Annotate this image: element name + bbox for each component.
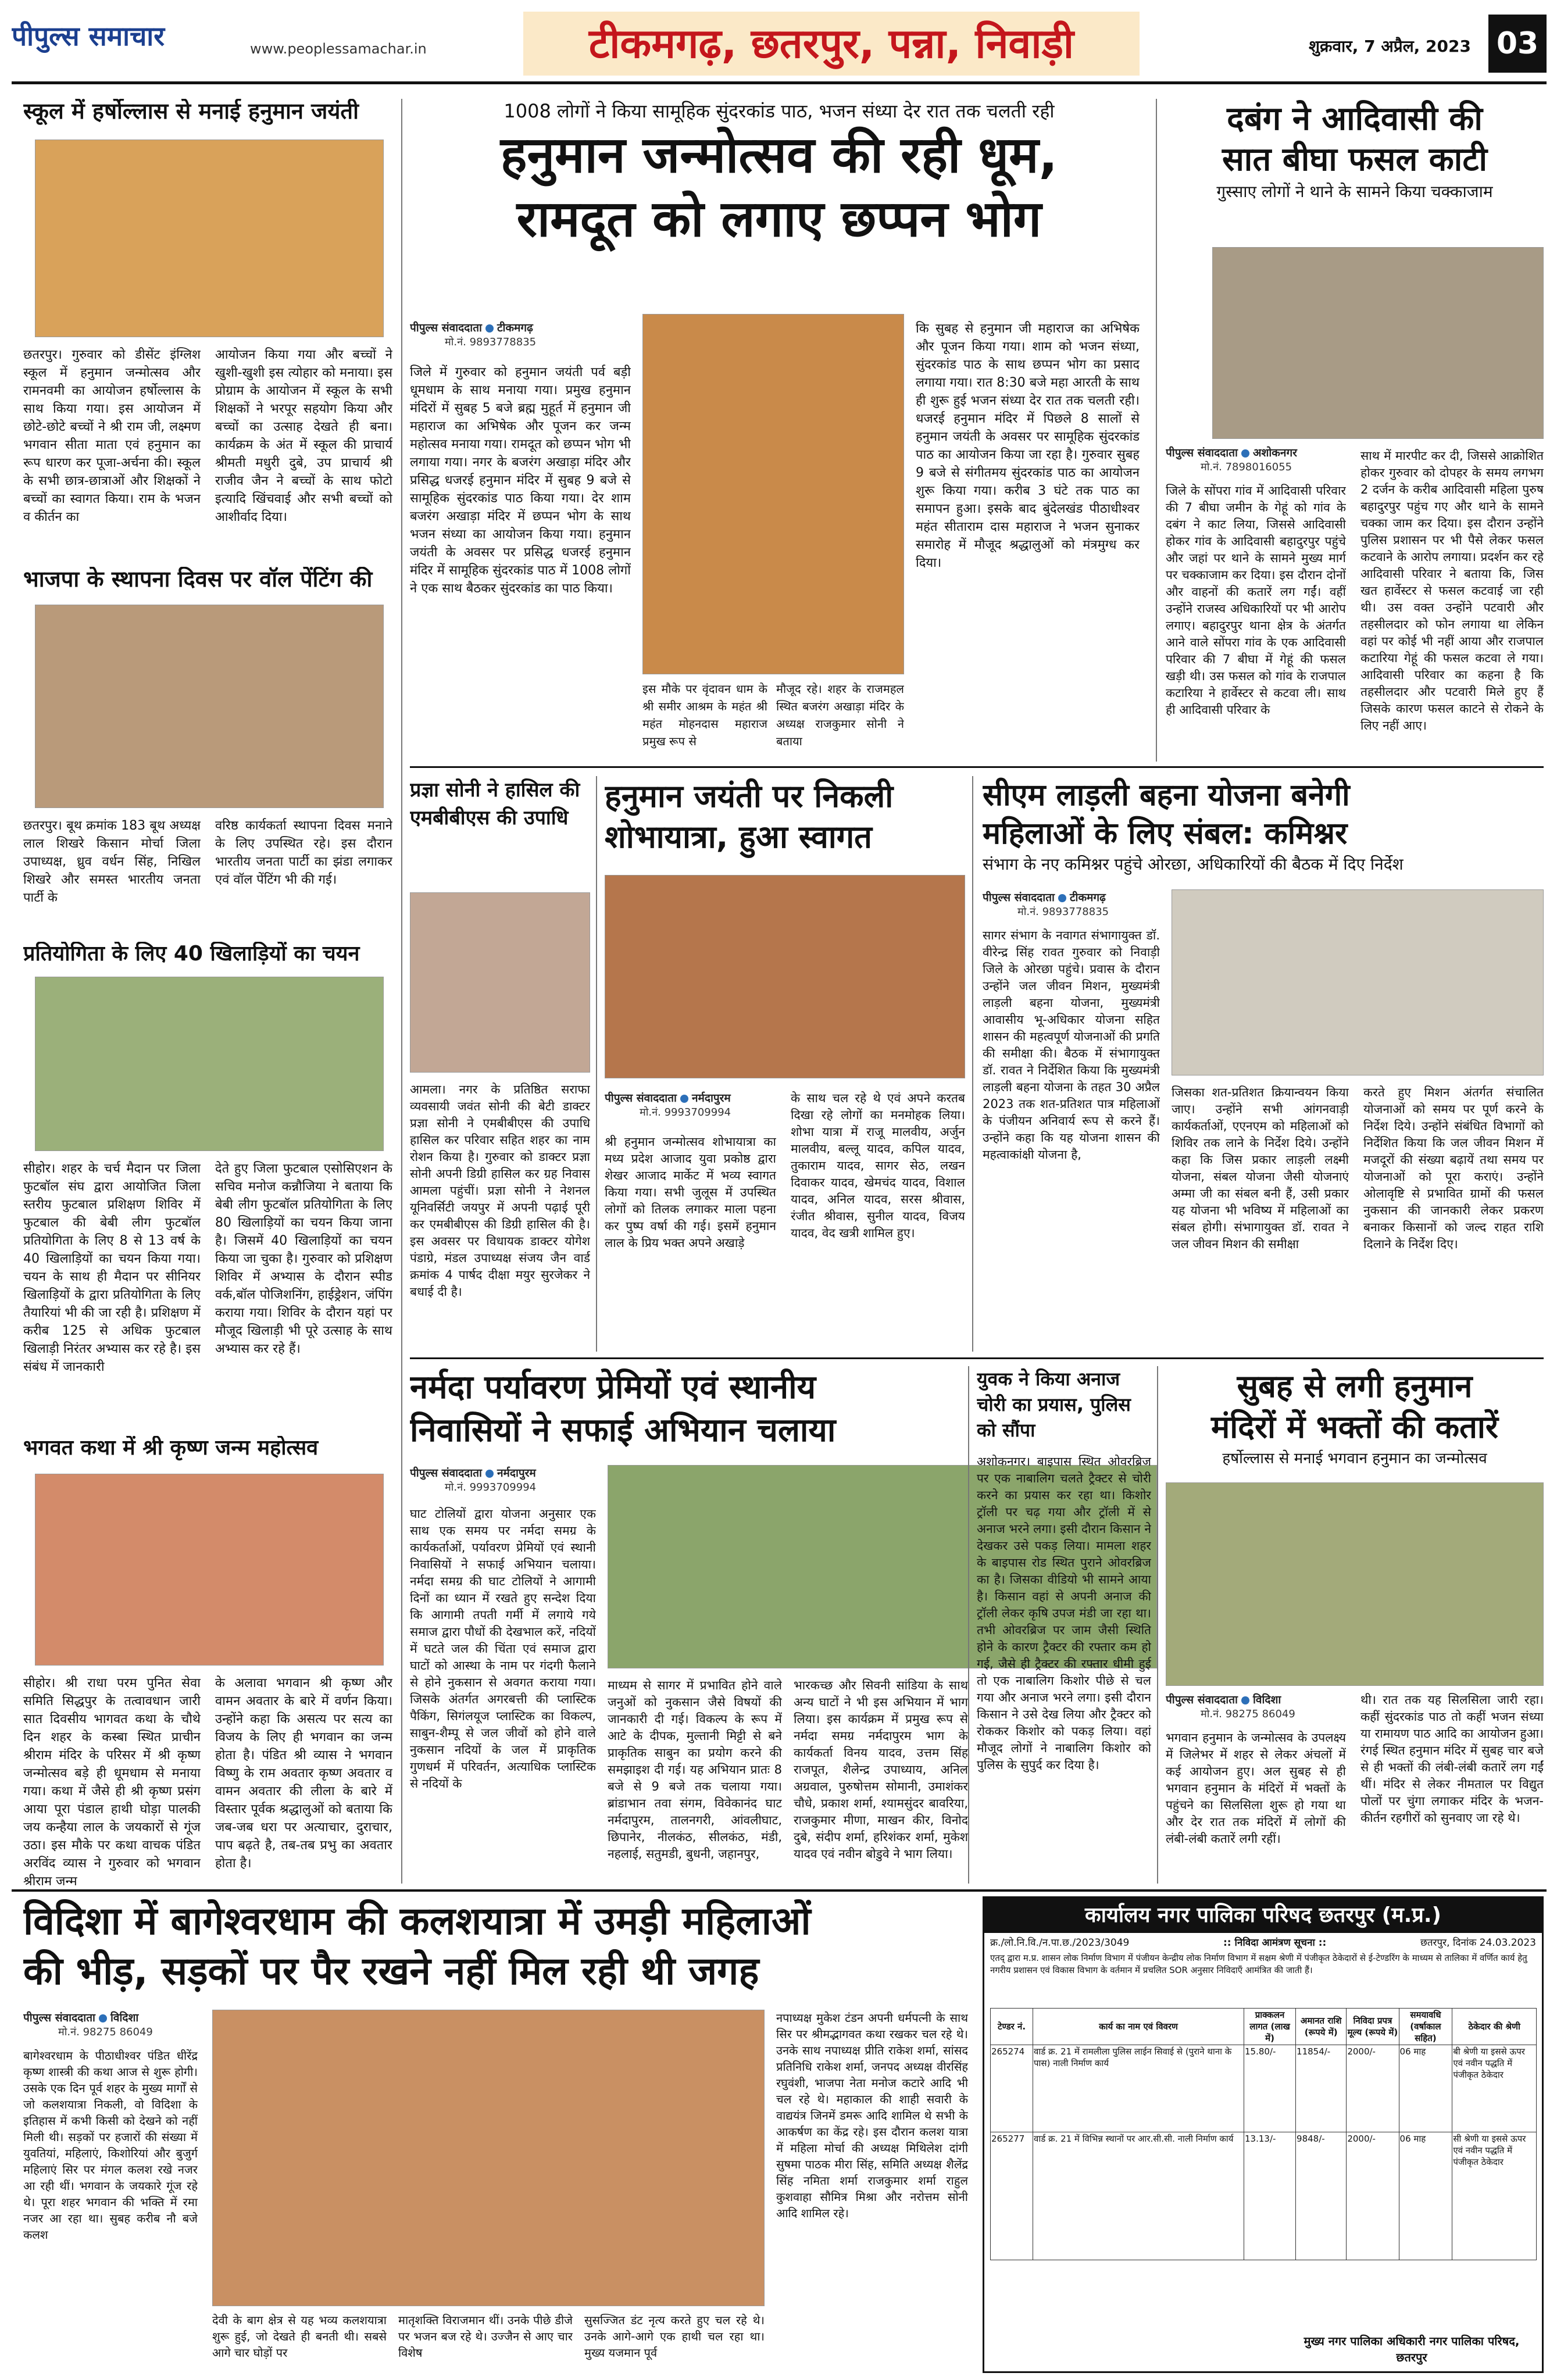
masthead-rule (12, 81, 1547, 84)
cm-byline-place: टीकमगढ़ (1069, 891, 1106, 904)
lead-mobile: मो.नं. 9893778835 (445, 336, 537, 348)
temples-byline-place: विदिशा (1252, 1693, 1281, 1706)
story-school (23, 99, 395, 558)
story-sports-col1: सीहोर। शहर के चर्च मैदान पर जिला फुटबॉल संघ द्वारा आयोजित जिला स्तरीय फुटबाल प्रशिक्षण शिविर में फुटबाल की बेबी लीग फुटबॉल प्रतियोगिता के लिए 8 से 13 वर्ष के 40 खिलाड़ियों का चयन किया गया। चयन के साथ ही मैदान पर सीनियर खिलाड़ियों के द्वारा प्रतियोगिता के लिए तैयारियां भी की जा रही है। प्रशिक्षण में करीब 125 से अधिक फुटबाल खिलाड़ी निरंतर अभ्यास कर रहे है। इस संबंध में जानकारी (23, 1162, 201, 1374)
dabang-sub: गुस्साए लोगों ने थाने के सामने किया चक्काजाम (1216, 182, 1493, 201)
lead-col2b: मौजूद रहे। शहर के राजमहल स्थित बजरंग अखाड़ा मंदिर के अध्यक्ष राजकुमार सोनी ने बताया (776, 682, 904, 748)
story-school-col2: आयोजन किया गया और बच्चों ने खुशी-खुशी इस त्योहार को मनाया। इस प्रोग्राम के आयोजन में स्कूल के सभी शिक्षकों ने भरपूर सहयोग किया और बच्चों का उत्साह देखते ही बना। कार्यक्रम के अंत में स्कूल की प्राचार्य श्रीमती मधुरी दुबे, उप प्राचार्य श्री राजीव जैन ने बच्चों के साथ फोटो इत्यादि खिंचवाई और सभी बच्चों को आशीर्वाद दिया। (215, 348, 392, 524)
logo (12, 17, 244, 64)
narmada-headline-1: नर्मदा पर्यावरण प्रेमियों एवं स्थानीय (410, 1368, 816, 1406)
temples-mobile: मो.नं. 98275 86049 (1201, 1708, 1295, 1720)
pragya-rule (596, 776, 597, 1352)
story-bjp-col2: वरिष्ठ कार्यकर्ता स्थापना दिवस मनाने के लिए उपस्थित रहे। इस दौरान भारतीय जनता पार्टी का झंडा लगाकर एवं वॉल पेंटिंग भी की गई। (215, 819, 392, 887)
cm-sub: संभाग के नए कमिश्नर पहुंचे ओरछा, अधिकारियों की बैठक में दिए निर्देश (983, 855, 1404, 874)
tender-table (990, 2008, 1537, 2260)
tender-ref: क्र./लो.नि.वि./न.पा.छ./2023/3049 (990, 1937, 1130, 1949)
tender-header-cell: समयावधि (वर्षाकाल सहित) (1399, 2009, 1452, 2045)
story-katha (23, 1436, 395, 1889)
tender-notice-label: :: निविदा आमंत्रण सूचना :: (1223, 1937, 1327, 1949)
tender-cell: वार्ड क्र. 21 में रामलीला पुलिस लाईन सिवाई से (पुराने थाना के पास) नाली निर्माण कार्य (1033, 2045, 1244, 2132)
narmada-headline-2: निवासियों ने सफाई अभियान चलाया (410, 1411, 836, 1449)
story-vidisha (23, 1896, 971, 2373)
row4-rule (12, 1889, 1547, 1892)
lead-byline (410, 320, 631, 360)
byline-dot-icon (485, 1470, 494, 1478)
lead-col3: कि सुबह से हनुमान जी महाराज का अभिषेक और पूजन किया गया। शाम को भजन संध्या, सुंदरकांड पाठ के साथ छप्पन भोग का प्रसाद लगाया गया। रात 8:30 बजे महा आरती के साथ ही शुरू हुई भजन संध्या देर रात तक चलती रही। धजरई हनुमान मंदिर में पिछले 8 सालों से हनुमान जयंती के अवसर पर सामूहिक सुंदरकांड पाठ का आयोजन किया जा रहा है। गुरुवार सुबह 9 बजे से संगीतमय सुंदरकांड पाठ का आयोजन शुरू किया गया। करीब 3 घंटे तक पाठ का समापन हुआ। इसके बाद बुंदेलखंड पीठाधीश्वर महंत सीताराम दास महाराज ने भजन सुनाकर समारोह में मौजूद श्रद्धालुओं को मंत्रमुग्ध कर दिया। (916, 321, 1140, 570)
tender-cell: 15.80/- (1244, 2045, 1296, 2132)
narmada-byline-label: पीपुल्स संवाददाता (410, 1467, 482, 1480)
tender-cell: 06 माह (1399, 2045, 1452, 2132)
vidisha-byline (23, 2010, 209, 2045)
cm-byline (983, 889, 1169, 924)
pragya-headline: प्रज्ञा सोनी ने हासिल की एमबीबीएस की उपाधि (410, 778, 580, 830)
vidisha-col-mid: मातृशक्ति विराजमान थीं। उनके पीछे डीजे पर भजन बज रहे थे। उज्जैन से आए चार विशेष (398, 2313, 573, 2360)
left-column-rule (401, 99, 402, 1884)
story-katha-col1: सीहोर। श्री राधा परम पुनित सेवा समिति सिद्धपुर के तत्वावधान जारी सात दिवसीय भागवत कथा के चौथे दिन शहर के कस्बा स्थित प्राचीन श्रीराम मंदिर के परिसर में श्री कृष्ण जन्मोत्सव बड़े ही धूमधाम से मनाया गया। कथा में जैसे ही श्री कृष्ण प्रसंग आया पूरा पंडाल हाथी घोड़ा पालकी जय कन्हैया लाल के जयकारों से गूंज उठा। इस मौके पर कथा वाचक पंडित अरविंद व्यास ने गुरुवार को भगवान श्रीराम जन्म (23, 1676, 201, 1889)
story-katha-col2: के अलावा भगवान श्री कृष्ण और वामन अवतार के बारे में वर्णन किया। उन्होंने कहा कि असत्य पर सत्य का विजय के लिए ही भगवान का जन्म होता है। पंडित श्री व्यास ने भगवान विष्णु के राम अवतार कृष्ण अवतार व वामन अवतार की लीला के बारे में विस्तार पूर्वक श्रद्धालुओं को बताया कि जब-जब धरा पर अत्याचार, दुराचार, पाप बढ़ते है, तब-तब प्रभु का अवतार होता है। (215, 1676, 392, 1871)
shobha-byline-place: नर्मदापुरम (691, 1092, 731, 1105)
dabang-col1: जिले के सोंपरा गांव में आदिवासी परिवार की 7 बीघा जमीन के गेहूं को गांव के दबंग ने काट लिया, जिससे आदिवासी होकर गांव के आदिवासी बहादुरपुर पहुंचे और जहां पर थाने के सामने मुख्य मार्ग पर चक्काजाम कर दिया। इस दौरान दोनों और वाहनों की कतारें लग गईं। वहीं उन्होंने राजस्व अधिकारियों पर भी आरोप लगाए। बहादुरपुर थाना क्षेत्र के अंतर्गत आने वाले सोंपरा गांव के एक आदिवासी परिवार की 7 बीघा में गेहूं की फसल खड़ी थी। उस फसल को गांव के राजपाल कटारिया ने हार्वेस्टर से कटवा ली। साथ ही आदिवासी परिवार के (1166, 484, 1346, 717)
tender-cell: 2000/- (1347, 2045, 1399, 2132)
narmada-col3: भारकच्छ और सिवनी सांडिया के साथ अन्य घाटों ने भी इस अभियान में भाग लिया। इस कार्यक्रम में प्रमुख रूप से नर्मदा समग्र नर्मदापुरम भाग के कार्यकर्ता विनय यादव, उत्तम सिंह राजपूत, शैलेन्द्र उपाध्याय, अनिल अग्रवाल, पुरुषोत्तम सोमानी, उमाशंकर चौधे, प्रकाश शर्मा, श्यामसुंदर बावरिया, राजकुमार मीणा, माखन कीर, विनोद दुबे, संदीप शर्मा, हरिशंकर शर्मा, मुकेश यादव एवं नवीन बोडुवे ने भाग लिया। (794, 1678, 968, 1861)
tender-cell: 265277 (991, 2132, 1033, 2260)
cm-col1: सागर संभाग के नवागत संभागायुक्त डॉ. वीरेन्द्र सिंह रावत गुरुवार को निवाड़ी जिले के ओरछा पहुंचे। प्रवास के दौरान उन्होंने जल जीवन मिशन, मुख्यमंत्री लाड़ली बहना योजना, मुख्यमंत्री आवासीय भू-अधिकार योजना सहित शासन की महत्वपूर्ण योजनाओं की प्रगति की समीक्षा की। बैठक में संभागायुक्त डॉ. रावत ने निर्देशित किया कि मुख्यमंत्री लाड़ली बहना योजना के तहत 30 अप्रैल 2023 तक शत-प्रतिशत पात्र महिलाओं के पंजीयन अनिवार्य रूप से करने हैं। उन्होंने कहा कि यह योजना शासन की महत्वाकांक्षी योजना है, (983, 928, 1160, 1162)
lead-byline-label: पीपुल्स संवाददाता (410, 321, 482, 334)
cm-headline-2: महिलाओं के लिए संबल: कमिश्नर (983, 816, 1348, 851)
pragya-photo (410, 892, 590, 1073)
vidisha-headline-2: की भीड़, सड़कों पर पैर रखने नहीं मिल रही थी जगह (23, 1949, 759, 1993)
page-number: 03 (1488, 15, 1547, 73)
byline-dot-icon (485, 324, 494, 333)
cm-col2: जिसका शत-प्रतिशत क्रियान्वयन किया जाए। उन्होंने सभी आंगनवाड़ी कार्यकर्ताओं, एएनएम को महिलाओं को शिविर तक लाने के निर्देश दिये। उन्होंने कहा कि जिस प्रकार लाड़ली लक्ष्मी योजना, संबल योजना जैसी योजनाएं अम्मा जी का संबल बनी हैं, उसी प्रकार यह योजना भी भविष्य में महिलाओं का संबल होगी। संभागायुक्त डॉ. रावत ने जल जीवन मिशन की समीक्षा (1172, 1085, 1349, 1251)
lead-caption: इस मौके पर वृंदावन धाम के श्री समीर आश्रम के महंत श्री महंत मोहनदास महाराज प्रमुख रूप से (642, 682, 767, 748)
vidisha-col-mid2: सुसज्जित डंट नृत्य करते हुए चल रहे थे। उनके आगे-आगे एक हाथी चल रहा था। मुख्य यजमान पूर्व (584, 2313, 765, 2360)
pragya-text: आमला। नगर के प्रतिष्ठित सराफा व्यवसायी जवंत सोनी की बेटी डाक्टर प्रज्ञा सोनी ने एमबीबीएस की उपाधि हासिल कर परिवार सहित शहर का नाम रोशन किया है। गुरुवार को डाक्टर प्रज्ञा सोनी अपनी डिग्री हासिल कर ग्रह निवास आमला पहुंचीं। प्रज्ञा सोनी ने नेशनल यूनिवर्सिटी जयपुर में अपनी पढ़ाई पूरी कर एमबीबीएस की डिग्री हासिल की है। इस अवसर पर विधायक डाक्टर योगेश पंडाग्रे, मंडल उपाध्यक्ष संजय जैन वार्ड क्रमांक 4 पार्षद दीक्षा मयुर सुरजेकर ने बधाई दी है। (410, 1082, 590, 1299)
dabang-photo (1212, 247, 1544, 439)
cm-mobile: मो.नं. 9893778835 (1017, 906, 1109, 918)
cm-headline-1: सीएम लाड़ली बहना योजना बनेगी (983, 778, 1350, 813)
shobha-col1: श्री हनुमान जन्मोत्सव शोभायात्रा का मध्य प्रदेश आजाद युवा प्रकोष्ठ द्वारा शेखर आजाद मार्केट में भव्य स्वागत किया गया। सभी जुलूस में उपस्थित लोगों को तिलक लगाकर माला पहना कर पुष्प वर्षा की गई। इसमें हनुमान लाल के प्रिय भक्त अपने अखाड़े (605, 1135, 776, 1250)
tender-cell: 265274 (991, 2045, 1033, 2132)
tender-date: छतरपुर, दिनांक 24.03.2023 (1420, 1937, 1536, 1949)
row3-rule (410, 1357, 1544, 1359)
story-bjp-photo (35, 605, 384, 808)
story-bjp-headline: भाजपा के स्थापना दिवस पर वॉल पेंटिंग की (23, 567, 373, 592)
dabang-col2: साथ में मारपीट कर दी, जिससे आक्रोशित होकर गुरुवार को दोपहर के समय लगभग 2 दर्जन के करीब आदिवासी महिला पुरुष बहादुरपुर पहुंच गए और थाने के सामने चक्का जाम कर दिया। इस दौरान उन्होंने पुलिस प्रशासन पर भी पैसे लेकर फसल कटवाने के आरोप लगाया। प्रदर्शन कर रहे आदिवासी परिवार ने बताया कि, जिस खत हार्वेस्टर से फसल कटवाई जा रही थी। उस वक्त उन्होंने पटवारी और तहसीलदार को फोन लगाया था लेकिन वहां पर कोई भी नहीं आया और राजपाल कटारिया गेहूं की फसल कटवा ले गया। आदिवासी परिवार का कहना है कि तहसीलदार और पटवारी मिले हुए हैं जिसके कारण फसल काटने से रोकने के लिए नहीं आए। (1360, 449, 1544, 732)
tender-cell: 06 माह (1399, 2132, 1452, 2260)
cm-col3: करते हुए मिशन अंतर्गत संचालित योजनाओं को समय पर पूर्ण करने के निर्देश दिये। उन्होंने संबंधित विभागों को निर्देशित किया कि जल जीवन मिशन में मजदूरों की संख्या बढ़ायें तथा समय पर योजनाओं को पूरा कराएं। उन्होंने ओलावृष्टि से प्रभावित ग्रामों की फसल नुकसान की जानकारी लेकर प्रकरण बनाकर किसानों को जल्द राहत राशि दिलाने के निर्देश दिए। (1363, 1085, 1544, 1251)
theft-headline: युवक ने किया अनाज चोरी का प्रयास, पुलिस को सौंपा (977, 1368, 1131, 1441)
tender-footer: मुख्य नगर पालिका अधिकारी नगर पालिका परिषद, छतरपुर (1304, 2334, 1520, 2364)
edition-title: टीकमगढ़, छतरपुर, पन्ना, निवाड़ी (588, 20, 1074, 67)
tender-title: कार्यालय नगर पालिका परिषद छतरपुर (म.प्र.) (984, 1898, 1542, 1933)
byline-dot-icon (99, 2014, 107, 2022)
dabang-byline-label: पीपुल्स संवाददाता (1166, 446, 1238, 459)
byline-dot-icon (680, 1095, 688, 1103)
tender-notice (983, 1896, 1544, 2373)
story-sports-headline: प्रतियोगिता के लिए 40 खिलाड़ियों का चयन (23, 942, 360, 966)
dabang-headline-2: सात बीघा फसल काटी (1222, 141, 1488, 178)
vidisha-byline-place: विदिशा (110, 2011, 139, 2024)
vidisha-byline-label: पीपुल्स संवाददाता (23, 2011, 95, 2024)
tender-cell: 2000/- (1347, 2132, 1399, 2260)
lead-headline-1: हनुमान जन्मोत्सव की रही धूम, (500, 126, 1058, 184)
tender-table-header (991, 2009, 1537, 2045)
temples-col2: थी। रात तक यह सिलसिला जारी रहा। कहीं सुंदरकांड पाठ तो कहीं भजन संध्या या रामायण पाठ आदि का आयोजन हुआ। रंगई स्थित हनुमान मंदिर में सुबह चार बजे से ही भक्तों की लंबी-लंबी कतारें लग गईं थीं। मंदिर से लेकर नीमताल पर विद्युत पोलों पर चुंगा लगाकर मंदिर के भजन-कीर्तन रहगीरों को सुनवाए जा रहे थे। (1360, 1693, 1544, 1825)
logo-text: पीपुल्स समाचार (12, 20, 165, 52)
tender-cell: 9848/- (1296, 2132, 1347, 2260)
byline-dot-icon (1241, 1696, 1249, 1704)
vidisha-col1: बागेश्वरधाम के पीठाधीश्वर पंडित धीरेंद्र कृष्ण शास्त्री की कथा आज से शुरू होगी। उसके एक दिन पूर्व शहर के मुख्य मार्गों से जो कलशयात्रा निकली, वो विदिशा के इतिहास में कभी किसी को देखने को नहीं मिली थी। सड़कों पर हजारों की संख्या में युवतियां, महिलाएं, किशोरियां और बुजुर्ग महिलाएं सिर पर मंगल कलश रखे नजर आ रही थीं। भगवान के जयकारे गूंज रहे थे। पूरा शहर भगवान की भक्ति में रमा नजर आ रहा था। सुबह करीब नौ बजे कलश (23, 2049, 198, 2242)
vidisha-col4: नपाध्यक्ष मुकेश टंडन अपनी धर्मपत्नी के साथ सिर पर श्रीमद्भागवत कथा रखकर चल रहे थे। उनके साथ नपाध्यक्ष प्रीति राकेश शर्मा, सांसद प्रतिनिधि राकेश शर्मा, जनपद अध्यक्ष वीरसिंह रघुवंशी, भाजपा नेता मनोज कटारे आदि भी चल रहे थे। महाकाल की शाही सवारी के वाद्ययंत्र जिनमें डमरू आदि शामिल थे सभी के आकर्षण का केंद्र रहे। इस दौरान कलश यात्रा में महिला मोर्चा की अध्यक्ष मिथिलेश दांगी सुषमा पाठक मीरा सिंह, समिति अध्यक्ष शैलेंद्र सिंह नमिता शर्मा राजकुमार शर्मा राहुल कुशवाहा सौमित्र मिश्रा और नरोत्तम सोनी आदि शामिल रहे। (776, 2011, 968, 2220)
story-sports (23, 942, 395, 1418)
lead-kicker: 1008 लोगों ने किया सामूहिक सुंदरकांड पाठ, भजन संध्या देर रात तक चलती रही (503, 100, 1055, 122)
tender-header-cell: निविदा प्रपत्र मूल्य (रूपये में) (1347, 2009, 1399, 2045)
dabang-headline-1: दबंग ने आदिवासी की (1227, 100, 1483, 138)
cm-byline-label: पीपुल्स संवाददाता (983, 891, 1055, 904)
lead-byline-place: टीकमगढ़ (497, 321, 533, 334)
vidisha-caption: देवी के बाग क्षेत्र से यह भव्य कलशयात्रा शुरू हुई, जो देखते ही बनती थी। सबसे आगे चार घोड़ों पर (212, 2313, 387, 2360)
issue-date: शुक्रवार, 7 अप्रैल, 2023 (1308, 37, 1471, 56)
story-school-headline: स्कूल में हर्षोल्लास से मनाई हनुमान जयंती (23, 99, 359, 124)
table-row (991, 2045, 1537, 2132)
story-katha-photo (35, 1474, 384, 1666)
tender-cell: सी श्रेणी या इससे ऊपर एवं नवीन पद्धति में पंजीकृत ठेकेदार (1452, 2132, 1537, 2260)
vidisha-mobile: मो.नं. 98275 86049 (58, 2026, 153, 2038)
temples-photo (1166, 1482, 1544, 1686)
byline-dot-icon (1241, 449, 1249, 458)
story-katha-headline: भगवत कथा में श्री कृष्ण जन्म महोत्सव (23, 1436, 319, 1460)
temples-byline-label: पीपुल्स संवाददाता (1166, 1693, 1238, 1706)
temples-headline-1: सुबह से लगी हनुमान (1237, 1368, 1473, 1405)
theft-rule (1157, 1366, 1158, 1884)
shobha-byline (605, 1090, 779, 1125)
lead-right-rule (1156, 99, 1157, 762)
story-school-col1: छतरपुर। गुरुवार को डीसेंट इंग्लिश स्कूल में हनुमान जन्मोत्सव और रामनवमी का आयोजन हर्षोल्लास के साथ किया गया। इस आयोजन में छोटे-छोटे बच्चों ने श्री राम जी, लक्ष्मण भगवान सीता माता एवं हनुमान का रूप धारण कर पूजा-अर्चना की। स्कूल के सभी छात्र-छात्राओं और शिक्षकों ने बच्चों का स्वागत किया। राम के भजन व कीर्तन का (23, 348, 201, 524)
story-school-photo (35, 140, 384, 337)
shobha-headline: हनुमान जयंती पर निकली शोभायात्रा, हुआ स्वागत (605, 778, 894, 855)
story-theft (977, 1366, 1151, 1884)
lead-headline-2: रामदूत को लगाए छप्पन भोग (516, 190, 1042, 248)
tender-header-cell: अमानत राशि (रूपये में) (1296, 2009, 1347, 2045)
site-url: www.peoplessamachar.in (250, 41, 427, 57)
lead-photo-main (642, 314, 904, 674)
story-cm (983, 776, 1544, 1352)
shobha-rule (972, 776, 973, 1352)
row2-rule (410, 766, 1544, 768)
tender-header-cell: टेण्डर नं. (991, 2009, 1033, 2045)
tender-intro: एतद् द्वारा म.प्र. शासन लोक निर्माण विभाग में पंजीयन केन्द्रीय लोक निर्माण विभाग में सक्षम श्रेणी में पंजीकृत ठेकेदारों से ई-टेण्डरिंग के माध्यम से तालिका में वर्णित कार्य हेतु नगरीय प्रशासन एवं विकास विभाग के वर्तमान में प्रचलित SOR अनुसार निविदाएँ आमंत्रित की जाती हैं। (990, 1953, 1527, 1975)
temples-byline (1166, 1692, 1352, 1727)
shobha-col2: के साथ चल रहे थे एवं अपने करतब दिखा रहे लोगों का मनमोहक लिया। शोभा यात्रा में राजू मालवीय, अर्जुन मालवीय, बल्लू यादव, कपिल यादव, तुकाराम यादव, सागर सेठ, लखन दिवाकर यादव, खेमचंद यादव, विशाल यादव, अनिल यादव, सरस श्रीवास, रंजीत श्रीवास, सुनील यादव, विजय यादव, वेद खत्री शामिल हुए। (791, 1091, 965, 1240)
story-sports-col2: देते हुए जिला फुटबाल एसोसिएशन के सचिव मनोज कन्नौजिया ने बताया कि बेबी लीग फुटबॉल प्रतियोगिता के लिए 80 खिलाड़ियों का चयन किया जाना है। जिसमें 40 खिलाड़ियों का चयन किया जा चुका है। गुरुवार को प्रशिक्षण शिविर में अभ्यास के दौरान स्पीड वर्क,बॉल पोजिशनिंग, हाईड्रेशन, जंपिंग कराया गया। शिविर के दौरान यहां पर मौजूद खिलाड़ी भी पूरे उत्साह के साथ अभ्यास कर रहे हैं। (215, 1162, 392, 1356)
story-shobha (605, 776, 965, 1352)
shobha-mobile: मो.नं. 9993709994 (640, 1106, 731, 1118)
story-lead (410, 99, 1148, 762)
dabang-mobile: मो.नं. 7898016055 (1201, 461, 1292, 473)
table-row (991, 2132, 1537, 2260)
story-bjp-col1: छतरपुर। बूथ क्रमांक 183 बूथ अध्यक्ष लाल शिखरे किसान मोर्चा जिला उपाध्यक्ष, ध्रुव वर्धन सिंह, निखिल शिखरे और समस्त भारतीय जनता पार्टी के (23, 819, 201, 905)
story-temples (1166, 1366, 1544, 1884)
tender-header-cell: प्राक्कलन लागत (लाख में) (1244, 2009, 1296, 2045)
temples-col1: भगवान हनुमान के जन्मोत्सव के उपलक्ष्य में जिलेभर में शहर से लेकर अंचलों में कई आयोजन हुए। अल सुबह से ही भगवान हनुमान के मंदिरों में भक्तों के पहुंचने का सिलसिला शुरू हो गया था और देर रात तक मंदिरों में लोगों की लंबी-लंबी कतारें लगी रहीं। (1166, 1731, 1346, 1846)
tender-cell: वार्ड क्र. 21 में विभिन्न स्थानों पर आर.सी.सी. नाली निर्माण कार्य (1033, 2132, 1244, 2260)
dabang-byline-place: अशोकनगर (1252, 446, 1297, 459)
theft-text: अशोकनगर। बाइपास स्थित ओवरब्रिज पर एक नाबालिग चलते ट्रैक्टर से चोरी करने का प्रयास कर रहा था। किशोर ट्रॉली पर चढ़ गया और ट्रॉली में से अनाज भरने लगा। इसी दौरान किसान ने देखकर उसे पकड़ लिया। मामला शहर के बाइपास रोड स्थित पुराने ओवरब्रिज का है। जिसका वीडियो भी सामने आया है। किसान वहां से अपनी अनाज की ट्रॉली लेकर कृषि उपज मंडी जा रहा था। तभी ओवरब्रिज पर जाम जैसी स्थिति होने के कारण ट्रैक्टर की रफ्तार कम हो गई, जैसे ही ट्रैक्टर की रफ्तार धीमी हुई तो एक नाबालिग किशोर पीछे से चल गया और अनाज भरने लगा। इसी दौरान किसान ने उसे देख लिया और ट्रैक्टर को रोककर किशोर को पकड़ लिया। वहां मौजूद लोगों ने नाबालिग किशोर को पुलिस के सुपुर्द कर दिया है। (977, 1455, 1151, 1772)
story-sports-photo (35, 977, 384, 1151)
shobha-byline-label: पीपुल्स संवाददाता (605, 1092, 677, 1105)
shobha-photo (605, 875, 965, 1078)
lead-col1: जिले में गुरुवार को हनुमान जयंती पर्व बड़ी धूमधाम के साथ मनाया गया। प्रमुख हनुमान मंदिरों में सुबह 5 बजे ब्रह्म मुहूर्त में हनुमान जी महाराज का अभिषेक और पूजन कर जन्म महोत्सव मनाया गया। रामदूत को छप्पन भोग भी लगाया गया। नगर के बजरंग अखाड़ा मंदिर और प्रसिद्ध धजरई हनुमान मंदिर में सुबह 9 बजे से सामूहिक सुंदरकांड पाठ किया गया। देर शाम बजरंग अखाड़ा मंदिर में छप्पन भोग के साथ भजन संध्या का आयोजन किया गया। हनुमान जयंती के अवसर पर प्रसिद्ध धजरई हनुमान मंदिर में सामूहिक सुंदरकांड पाठ में 1008 लोगों ने एक साथ बैठकर सुंदरकांड का पाठ किया। (410, 365, 631, 596)
vidisha-photo (212, 2010, 765, 2306)
tender-cell: 13.13/- (1244, 2132, 1296, 2260)
tender-cell: बी श्रेणी या इससे ऊपर एवं नवीन पद्धति में पंजीकृत ठेकेदार (1452, 2045, 1537, 2132)
story-pragya (410, 776, 590, 1357)
tender-cell: 11854/- (1296, 2045, 1347, 2132)
byline-dot-icon (1058, 894, 1066, 902)
narmada-byline (410, 1465, 602, 1500)
narmada-mobile: मो.नं. 9993709994 (445, 1481, 537, 1493)
edition-banner (523, 12, 1140, 76)
narmada-byline-place: नर्मदापुरम (497, 1467, 536, 1480)
vidisha-headline-1: विदिशा में बागेश्वरधाम की कलशयात्रा में उमड़ी महिलाओं (23, 1899, 811, 1943)
narmada-col1: घाट टोलियों द्वारा योजना अनुसार एक साथ एक समय पर नर्मदा समग्र के कार्यकर्ताओं, पर्यावरण प्रेमियों एवं स्थानी निवासियों ने सफाई अभियान चलाया। नर्मदा समग्र की घाट टोलियों ने आगामी दिनों का ध्यान में रखते हुए सन्देश दिया कि आगामी तपती गर्मी में लगाये गये समाज द्वारा पौधों की देखभाल करें, नदियों में घटते जल की चिंता एवं समाज द्वारा घाटों को आस्था के नाम पर गंदगी फैलाने से होने नुकसान से अवगत कराया गया। जिसके अंतर्गत अगरबत्ती की प्लास्टिक पैकिंग, सिगंलयूज प्लास्टिक का विकल्प, साबुन-शैम्पू से जल जीवों को होने वाले नुकसान नदियों के जल में प्राकृतिक गुणधर्म में परिवर्तन, अत्याधिक प्लास्टिक से नदियों के (410, 1507, 596, 1791)
narmada-col2: माध्यम से सागर में प्रभावित होने वाले जनुओं को नुकसान जैसे विषयों की जानकारी दी गई। विकल्प के रूप में आटे के दीपक, मुल्तानी मिट्टी से बने प्राकृतिक साबुन का प्रयोग करने की समझाइश दी गई। यह अभियान प्रातः 8 बजे से 9 बजे तक चलाया गया। ब्रांडाभान तवा संगम, विवेकानंद घाट नर्मदापुरम, तालनगरी, आंवलीघाट, छिपानेर, नीलकंठ, सीलकंठ, मंडी, नहलाई, सतुमडी, बुधनी, जहानपुर, (608, 1678, 782, 1861)
temples-headline-2: मंदिरों में भक्तों की कतारें (1211, 1409, 1498, 1445)
tender-header-cell: ठेकेदार की श्रेणी (1452, 2009, 1537, 2045)
temples-sub: हर्षोल्लास से मनाई भगवान हनुमान का जन्मोत्सव (1222, 1450, 1487, 1467)
tender-header-cell: कार्य का नाम एवं विवरण (1033, 2009, 1244, 2045)
story-dabang (1166, 99, 1544, 762)
masthead (0, 0, 1557, 87)
cm-photo (1172, 889, 1544, 1075)
story-bjp (23, 567, 395, 921)
narmada-rule (968, 1366, 969, 1884)
